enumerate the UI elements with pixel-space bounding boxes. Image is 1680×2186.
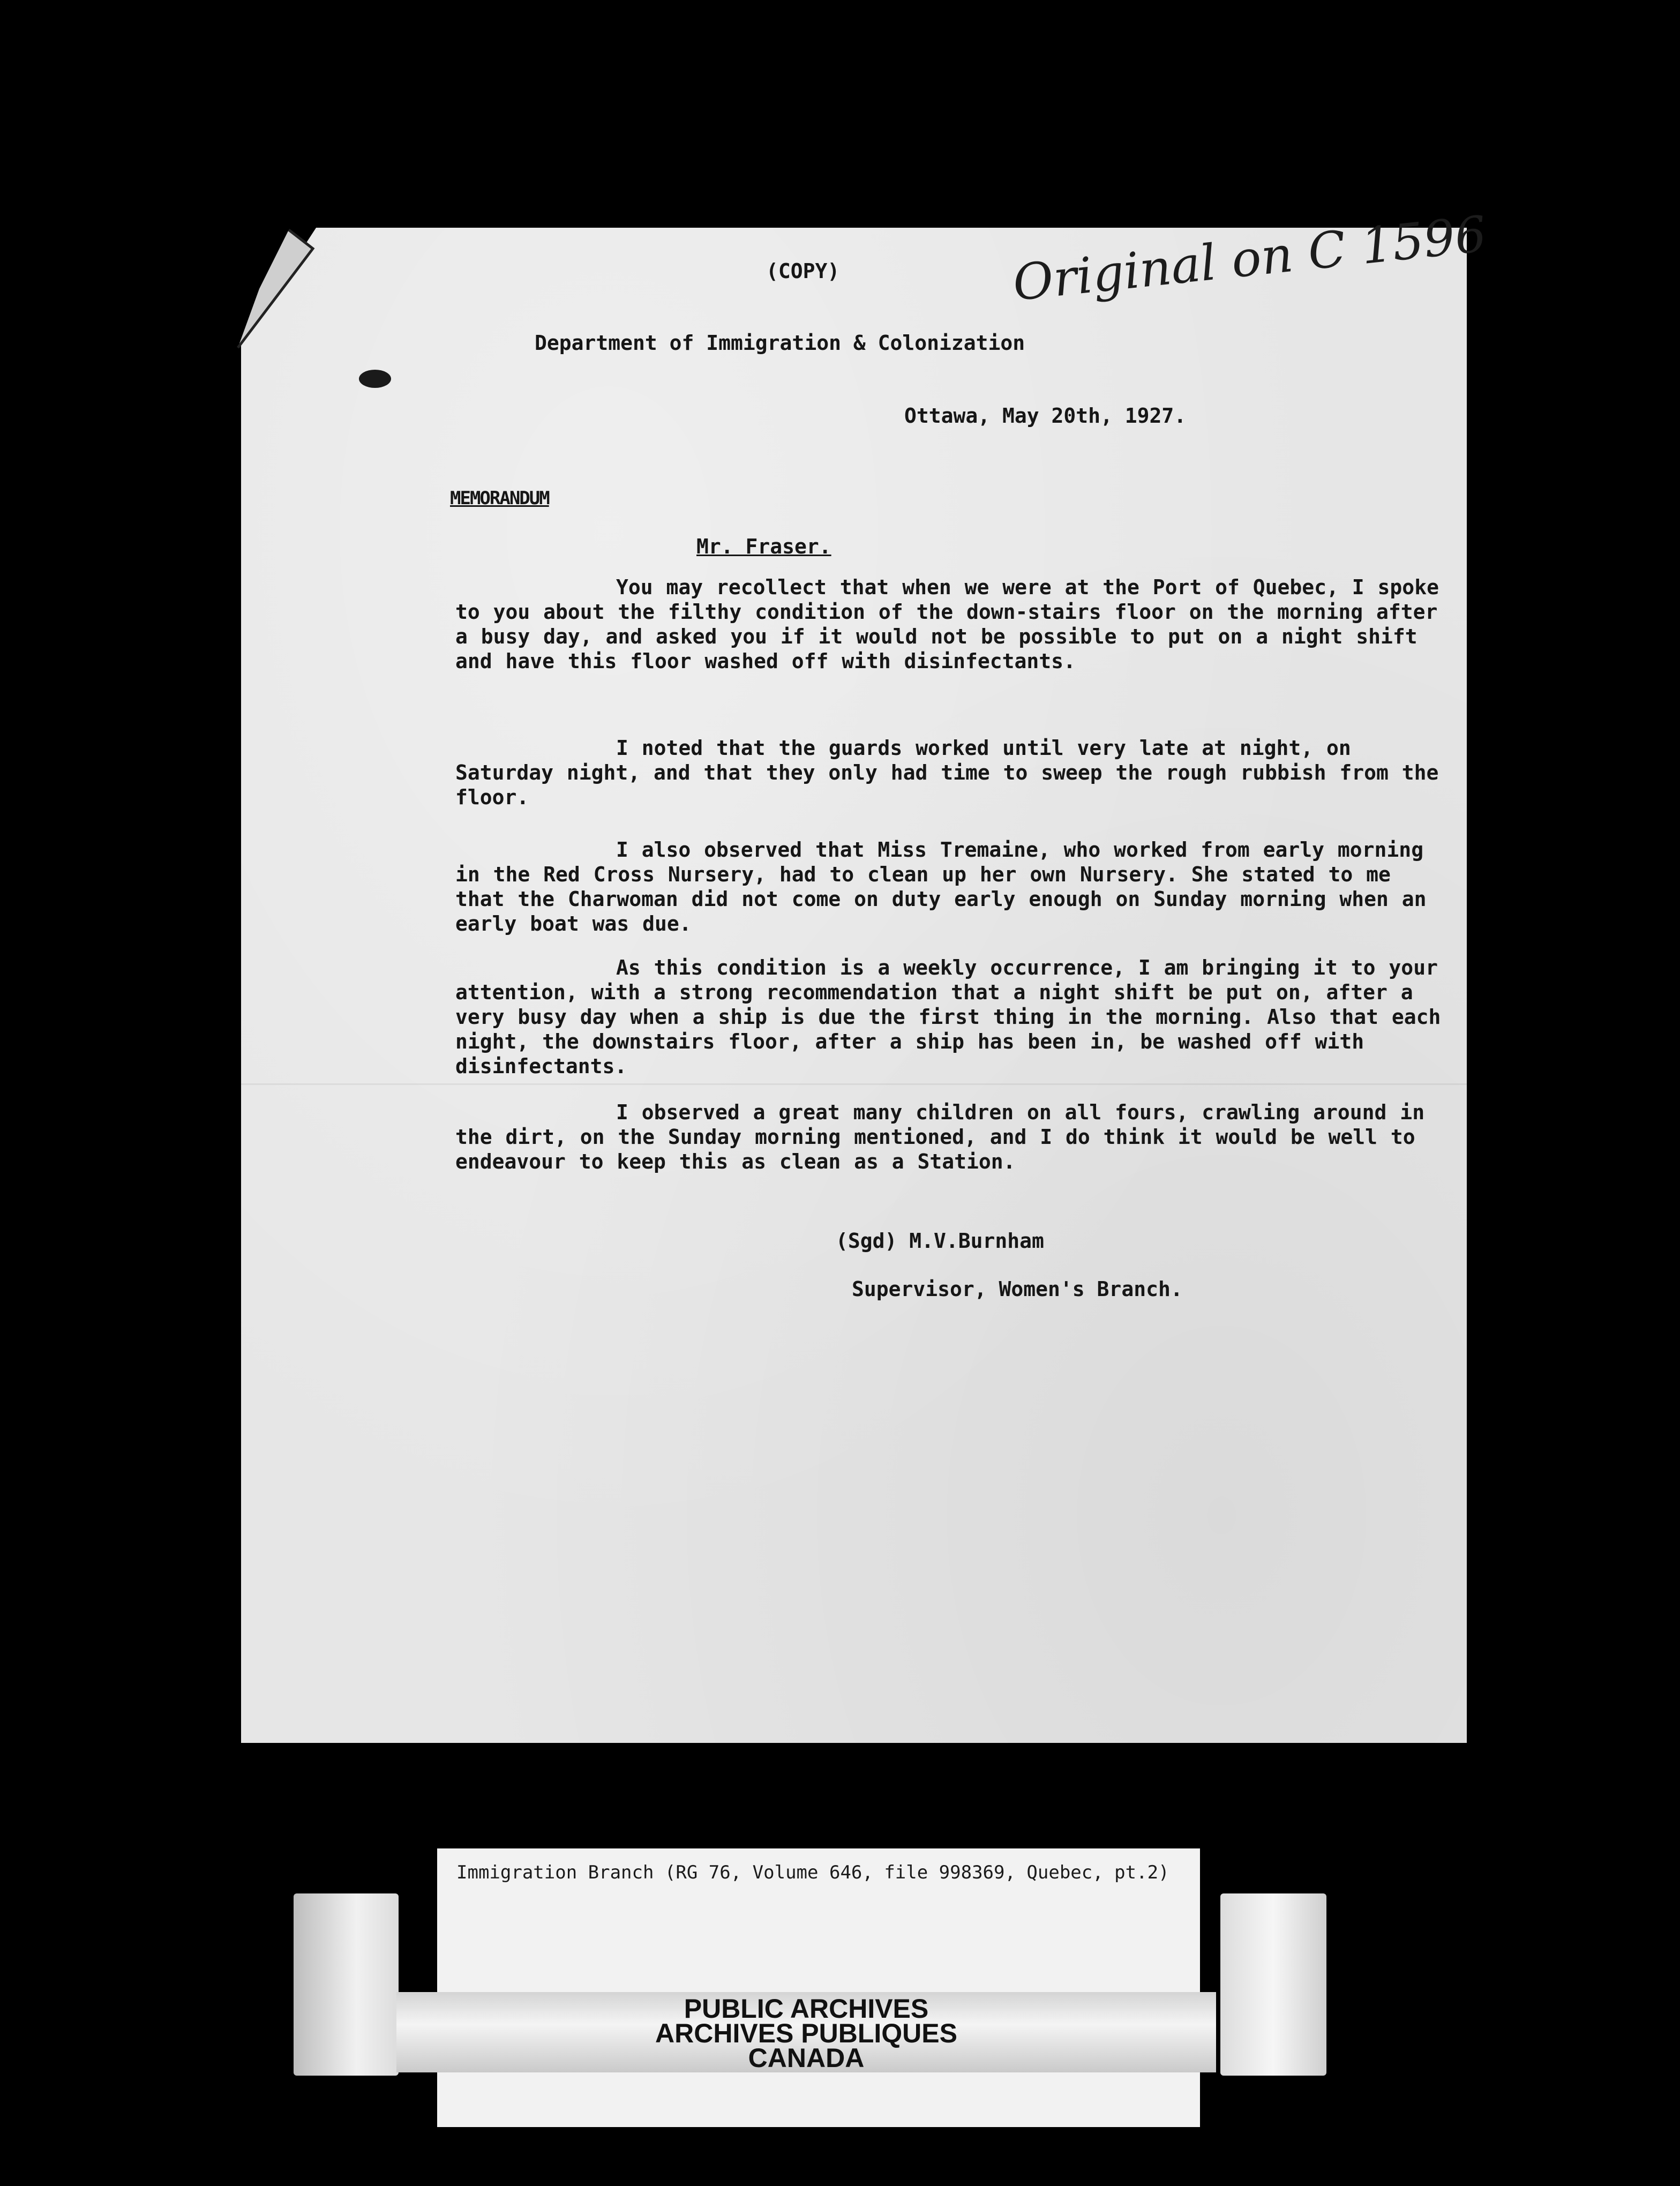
archive-stamp <box>396 1992 1216 2072</box>
copy-mark: (COPY) <box>766 259 840 283</box>
svg-text:Original on C 1596: Original on C 1596 <box>1010 205 1489 312</box>
memo-page <box>241 205 1489 1743</box>
date-line: Ottawa, May 20th, 1927. <box>904 404 1187 428</box>
memo-paragraph: I also observed that Miss Tremaine, who worked from early morning in the Red Cross Nursery, had to clean up her own Nursery. She stated to me that the Charwoman did not come on duty early enough on Sunday morning when an early boat was due. <box>455 838 1427 935</box>
department-heading: Department of Immigration & Colonization <box>535 331 1025 355</box>
memo-paragraph: I noted that the guards worked until very late at night, on Saturday night, and that they only had time to sweep the rough rubbish from the floor. <box>455 736 1439 809</box>
tape-strip-right <box>1220 1893 1326 2076</box>
paper-fold-line <box>241 1083 1467 1085</box>
archive-label <box>437 1848 1200 2127</box>
signature: (Sgd) M.V.Burnham <box>836 1229 1044 1253</box>
archive-reference: Immigration Branch (RG 76, Volume 646, file 998369, Quebec, pt.2) <box>456 1862 1169 1883</box>
memo-paragraph: I observed a great many children on all fours, crawling around in the dirt, on the Sunday morning mentioned, and I do think it would be well to endeavour to keep this as clean as a Station. <box>455 1101 1425 1173</box>
memorandum-heading: MEMORANDUM <box>450 488 549 509</box>
ink-blot <box>359 370 391 388</box>
tape-strip-left <box>294 1893 399 2076</box>
stamp-line-archives-publiques: ARCHIVES PUBLIQUES <box>655 2018 957 2048</box>
stamp-line-public-archives: PUBLIC ARCHIVES <box>684 1994 929 2024</box>
signer-title: Supervisor, Women's Branch. <box>852 1277 1183 1301</box>
memo-paragraph: As this condition is a weekly occurrence, I am bringing it to your attention, with a strong recommendation that a night shift be put on, after a very busy day when a ship is due the first thing in the morning. Also that each night, the downstairs floor, after a ship has been in, be washed off with disinfectants. <box>455 956 1441 1078</box>
stamp-line-canada: CANADA <box>748 2043 865 2073</box>
addressee: Mr. Fraser. <box>696 535 831 558</box>
handwritten-note <box>1007 205 1489 312</box>
memo-paragraph: You may recollect that when we were at the Port of Quebec, I spoke to you about the filthy condition of the down-stairs floor on the morning after a busy day, and asked you if it would not be possible to put on a night shift and have this floor washed off with disinfectants. <box>455 575 1439 673</box>
folded-corner <box>238 224 318 348</box>
